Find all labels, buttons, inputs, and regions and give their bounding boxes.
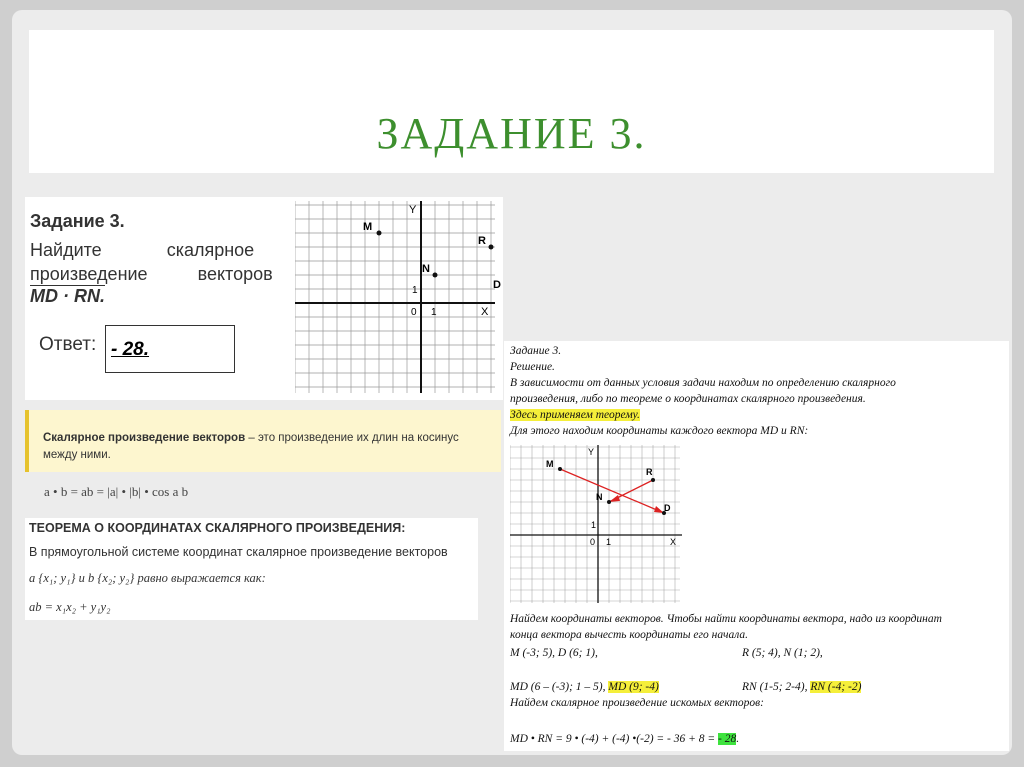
point-n — [433, 273, 438, 278]
coordinate-graph — [295, 201, 501, 397]
final-end: . — [736, 733, 740, 745]
definition-body: – это произведение их длин на косинус между ними. — [43, 432, 459, 461]
dot-product-formula: a • b = ab = |a| • |b| • cos a b — [44, 484, 189, 499]
solution-line-2: Решение. — [510, 361, 555, 373]
task-line-2: произведение векторов — [30, 264, 273, 284]
solution-final — [510, 731, 739, 747]
md-calc: MD (6 – (-3); 1 – 5), — [510, 681, 609, 693]
task-line-1: Найдите скалярное — [30, 240, 255, 260]
task-vectors: MD · RN. — [30, 286, 105, 306]
rn-result: RN (-4; -2) — [810, 681, 862, 693]
svg-text:M: M — [546, 459, 554, 469]
definition-term: Скалярное произведение векторов — [43, 432, 246, 444]
one-y-label: 1 — [412, 285, 418, 296]
point-n-label: N — [422, 263, 430, 275]
definition-panel — [25, 410, 501, 472]
solution-line-6: Для этого находим координаты каждого вектора MD и RN: — [510, 425, 809, 437]
theorem-heading: ТЕОРЕМА О КООРДИНАТАХ СКАЛЯРНОГО ПРОИЗВЕДЕНИЯ: — [29, 521, 406, 535]
final-result: - 28 — [718, 733, 737, 745]
answer-value: - 28. — [111, 339, 150, 360]
svg-text:1: 1 — [591, 520, 597, 530]
point-d-label: D — [493, 279, 501, 291]
solution-md-calc — [510, 679, 659, 695]
solution-line-4: произведения, либо по теореме о координатах скалярного произведения. — [510, 393, 866, 405]
svg-text:1: 1 — [606, 537, 612, 547]
theorem-formula: ab = x₁x₂ + y₁y₂ — [29, 600, 111, 614]
solution-line-8: конца вектора вычесть координаты его начала. — [510, 629, 748, 641]
slide-title: ЗАДАНИЕ 3. — [376, 109, 647, 158]
task-text — [30, 211, 274, 307]
solution-rn-calc — [742, 679, 861, 695]
point-r — [489, 245, 494, 250]
svg-text:X: X — [670, 537, 677, 547]
x-axis-label: X — [481, 306, 489, 318]
one-x-label: 1 — [431, 307, 437, 318]
svg-text:0: 0 — [590, 537, 596, 547]
title-box — [29, 30, 994, 173]
solution-points-md: M (-3; 5), D (6; 1), — [510, 647, 598, 659]
solution-line-1: Задание 3. — [510, 345, 562, 357]
rn-calc: RN (1-5; 2-4), — [742, 681, 811, 693]
solution-line-3: В зависимости от данных условия задачи находим по определению скалярного — [510, 377, 896, 389]
solution-points-rn: R (5; 4), N (1; 2), — [742, 647, 823, 659]
svg-text:R: R — [646, 467, 653, 477]
answer-label: Ответ: — [39, 334, 97, 355]
y-axis-label: Y — [409, 204, 417, 216]
solution-line-5: Здесь применяем теорему. — [510, 409, 640, 421]
point-m — [377, 231, 382, 236]
md-result: MD (9; -4) — [608, 681, 659, 693]
solution-graph — [510, 445, 686, 605]
solution-panel — [504, 341, 1009, 751]
task-heading: Задание 3. — [30, 211, 125, 231]
final-calc: MD • RN = 9 • (-4) + (-4) •(-2) = - 36 + 8 = — [510, 733, 719, 745]
definition-text — [43, 430, 491, 464]
point-r-label: R — [478, 235, 486, 247]
svg-text:D: D — [664, 503, 671, 513]
svg-text:N: N — [596, 492, 603, 502]
origin-label: 0 — [411, 307, 417, 318]
solution-line-7: Найдем координаты векторов. Чтобы найти координаты вектора, надо из координат — [510, 613, 942, 625]
theorem-line-2: a {x₁; y₁} и b {x₂; y₂} равно выражается как: — [29, 571, 266, 585]
solution-line-11: Найдем скалярное произведение искомых векторов: — [510, 697, 764, 709]
theorem-panel — [25, 518, 478, 620]
point-m-label: M — [363, 221, 373, 233]
theorem-line-1: В прямоугольной системе координат скалярное произведение векторов — [29, 545, 448, 559]
task-panel — [25, 197, 503, 400]
svg-text:Y: Y — [588, 447, 595, 457]
